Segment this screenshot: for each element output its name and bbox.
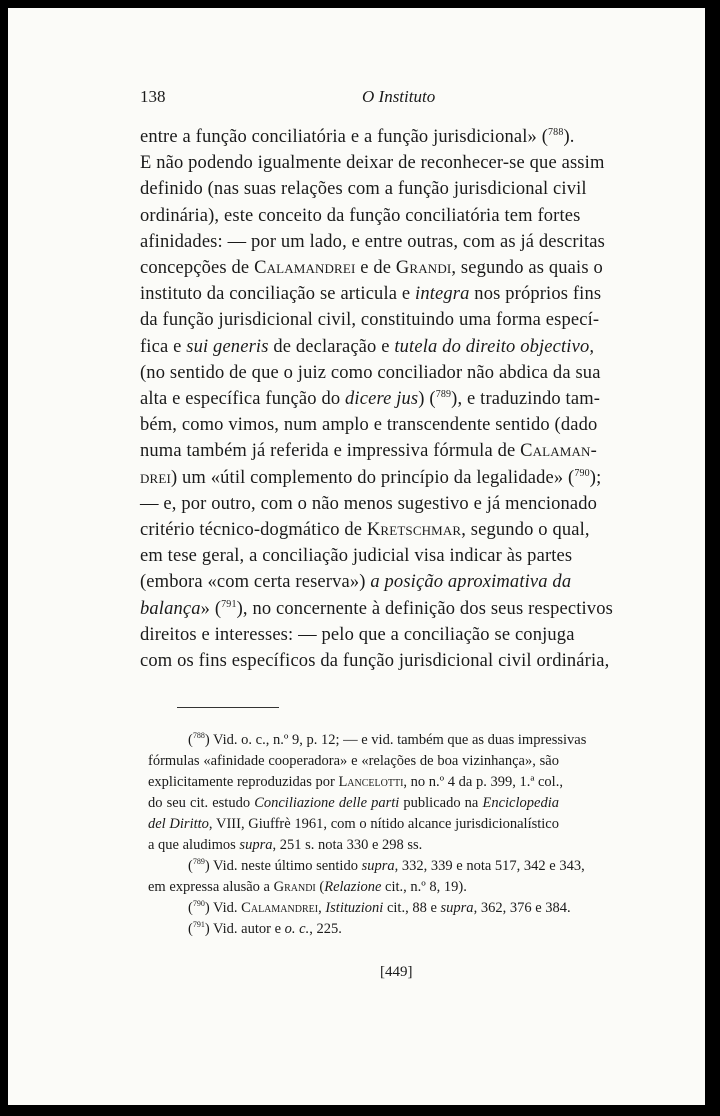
author-name: Lancelotti [338, 774, 404, 790]
main-text [140, 124, 613, 674]
text-line: critério técnico-dogmático de Kretschmar, segundo o qual, [140, 520, 590, 541]
author-name: Calamandrei [254, 258, 356, 279]
text-line: ordinária), este conceito da função conciliatória tem fortes [140, 205, 581, 226]
footnote-788: ($^{788}$) Vid. o. c., n.º 9, p. 12; — e vid. também que as duas impressivas [188, 731, 587, 748]
footnotes [148, 730, 587, 940]
text-line: numa também já referida e impressiva fórmula de Calaman- [140, 441, 597, 462]
author-name: Grandi [395, 258, 452, 279]
footnote-789: ($^{789}$) Vid. neste último sentido supra, 332, 339 e nota 517, 342 e 343, [188, 857, 585, 874]
text-line: definido (nas suas relações com a função jurisdicional civil [140, 179, 587, 200]
author-name: Calaman- [520, 441, 597, 462]
text-line: da função jurisdicional civil, constituindo uma forma especí- [140, 310, 600, 331]
text-line: com os fins específicos da função jurisdicional civil ordinária, [140, 651, 610, 672]
footnote-divider [177, 707, 279, 708]
author-name: Grandi [273, 879, 316, 895]
footnote-791: ($^{791}$) Vid. autor e o. c., 225. [188, 920, 342, 937]
text-line: entre a função conciliatória e a função jurisdicional» ($^{788}$). [140, 127, 575, 147]
text-line: (embora «com certa reserva») a posição aproximativa da [140, 572, 572, 593]
text-line: concepções de Calamandrei e de Grandi, segundo as quais o [140, 258, 603, 279]
footnote-ref: 789 [435, 389, 452, 401]
footnote-ref: 791 [221, 598, 237, 610]
footnote-ref: 788 [548, 127, 564, 138]
text-line: drei) um «útil complemento do princípio da legalidade» ($^{790}$); [140, 467, 602, 488]
running-header [140, 87, 560, 111]
text-line: direitos e interesses: — pelo que a conciliação se conjuga [140, 624, 575, 645]
footnote-line: a que aludimos supra, 251 s. nota 330 e 298 ss. [148, 837, 423, 853]
author-name: Kretschmar [366, 520, 462, 541]
text-line: bém, como vimos, num amplo e transcendente sentido (dado [140, 415, 598, 436]
footnote-line: do seu cit. estudo Conciliazione delle parti publicado na Enciclopedia [148, 795, 559, 811]
footnote-line: em expressa alusão a Grandi (Relazione cit., n.º 8, 19). [148, 879, 467, 895]
footnote-ref: 790 [574, 467, 590, 479]
text-line: E não podendo igualmente deixar de reconhecer-se que assim [140, 153, 605, 174]
footnote-790: ($^{790}$) Vid. Calamandrei, Istituzioni cit., 88 e supra, 362, 376 e 384. [188, 899, 571, 916]
footnote-line: explicitamente reproduzidas por Lancelotti, no n.º 4 da p. 399, 1.ª col., [148, 774, 563, 790]
text-line: balança» ($^{791}$), no concernente à definição dos seus respectivos [140, 598, 613, 619]
text-line: afinidades: — por um lado, e entre outras, com as já descritas [140, 231, 605, 252]
archive-page-mark: [449] [380, 964, 413, 980]
text-line: instituto da conciliação se articula e integra nos próprios fins [140, 284, 602, 305]
author-name: Calamandrei [241, 900, 319, 916]
page-number: 138 [140, 87, 166, 106]
text-line: fica e sui generis de declaração e tutela do direito objectivo, [140, 336, 595, 357]
footnote-line: del Diritto, VIII, Giuffrè 1961, com o nítido alcance jurisdicionalístico [148, 816, 559, 832]
text-line: alta e específica função do dicere jus) ($^{789}$), e traduzindo tam- [140, 389, 601, 410]
footnote-line: fórmulas «afinidade cooperadora» e «relações de boa vizinhança», são [148, 753, 559, 769]
running-title: O Instituto [362, 87, 436, 106]
text-line: em tese geral, a conciliação judicial visa indicar às partes [140, 546, 573, 567]
text-line: — e, por outro, com o não menos sugestivo e já mencionado [140, 493, 598, 514]
text-line: (no sentido de que o juiz como conciliador não abdica da sua [140, 362, 601, 383]
